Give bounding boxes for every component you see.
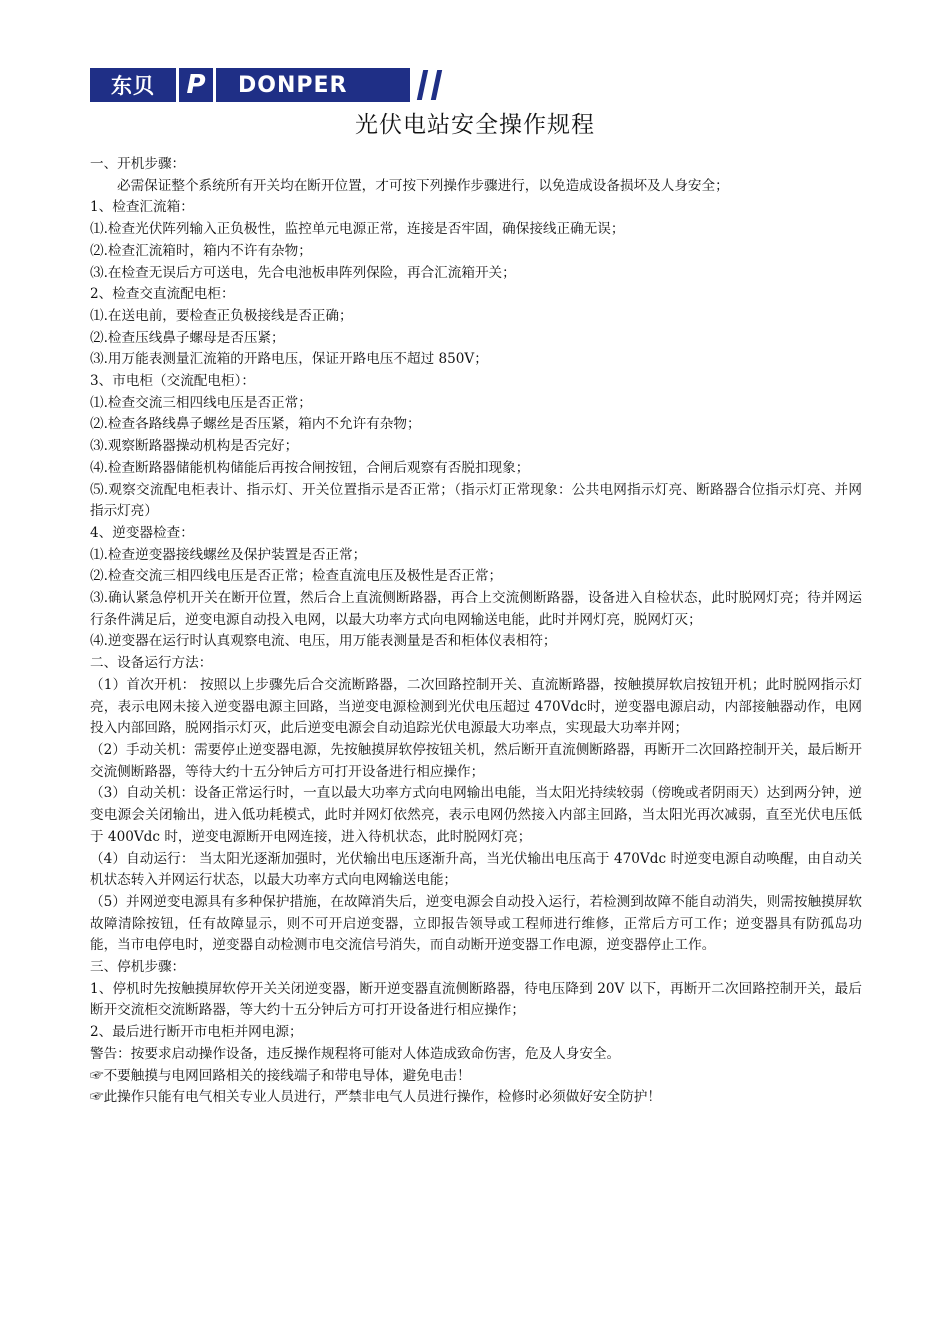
list-item: ⑴.检查光伏阵列输入正负极性，监控单元电源正常，连接是否牢固，确保接线正确无误； <box>90 221 625 238</box>
document-body <box>90 154 862 1109</box>
list-item: ⑶.观察断路器操动机构是否完好； <box>90 438 299 455</box>
list-item: ⑵.检查各路线鼻子螺丝是否压紧，箱内不允许有杂物； <box>90 416 421 433</box>
logo-chinese-name: 东贝 <box>90 68 176 102</box>
section-heading-startup: 一、开机步骤： <box>90 156 186 172</box>
list-item: ⑶.用万能表测量汇流箱的开路电压，保证开路电压不超过 850V； <box>90 351 488 368</box>
list-item: ⑴.在送电前，要检查正负极接线是否正确； <box>90 307 353 324</box>
list-item: ⑷.检查断路器储能机构储能后再按合闸按钮，合闸后观察有否脱扣现象； <box>90 459 530 476</box>
warning-item: ☞不要触摸与电网回路相关的接线端子和带电导体，避免电击！ <box>90 1067 471 1084</box>
list-item: ⑶.在检查无误后方可送电，先合电池板串阵列保险，再合汇流箱开关； <box>90 264 516 281</box>
warning-text: 警告：按要求启动操作设备，违反操作规程将可能对人体造成致命伤害，危及人身安全。 <box>90 1045 621 1062</box>
paragraph-precaution: 必需保证整个系统所有开关均在断开位置，才可按下列操作步骤进行，以免造成设备损坏及人身安全； <box>117 177 729 194</box>
logo-english-name: DONPER <box>213 68 410 102</box>
list-item: ⑴.检查交流三相四线电压是否正常； <box>90 394 312 411</box>
subheading-mains-cabinet: 3、市电柜（交流配电柜）： <box>90 373 255 390</box>
list-item: ⑴.检查逆变器接线螺丝及保护装置是否正常； <box>90 546 367 563</box>
list-item: ⑶.确认紧急停机开关在断开位置，然后合上直流侧断路器，再合上交流侧断路器，设备进入自检状态，此时脱网灯亮；待并网运行条件满足后，逆变电源自动投入电网，以最大功率方式向电网输送电能，此时并网灯亮，脱网灯灭； <box>90 590 862 628</box>
list-item: 2、最后进行断开市电柜并网电源； <box>90 1024 303 1041</box>
subheading-combiner-box: 1、检查汇流箱： <box>90 199 194 216</box>
section-heading-shutdown: 三、停机步骤： <box>90 959 186 976</box>
subheading-distribution-cabinet: 2、检查交直流配电柜： <box>90 286 235 303</box>
document-title: 光伏电站安全操作规程 <box>355 112 595 138</box>
warning-item: ☞此操作只能有电气相关专业人员进行，严禁非电气人员进行操作，检修时必须做好安全防护！ <box>90 1089 661 1106</box>
logo-slash-mark-icon <box>410 68 450 102</box>
subheading-inverter-check: 4、逆变器检查： <box>90 524 194 541</box>
list-item: ⑷.逆变器在运行时认真观察电流、电压，用万能表测量是否和柜体仪表相符； <box>90 633 557 650</box>
section-heading-operation: 二、设备运行方法： <box>90 655 213 672</box>
logo-p-mark-icon: P <box>176 68 213 102</box>
list-item: ⑵.检查交流三相四线电压是否正常；检查直流电压及极性是否正常； <box>90 568 503 585</box>
list-item: （4）自动运行： 当太阳光逐渐加强时，光伏输出电压逐渐升高，当光伏输出电压高于 470Vdc 时逆变电源自动唤醒，由自动关机状态转入并网运行状态，以最大功率方式向电网输送电能； <box>90 850 862 889</box>
list-item: ⑸.观察交流配电柜表计、指示灯、开关位置指示是否正常；（指示灯正常现象：公共电网指示灯亮、断路器合位指示灯亮、并网指示灯亮） <box>90 481 862 520</box>
list-item: （3）自动关机：设备正常运行时，一直以最大功率方式向电网输出电能，当太阳光持续较弱（傍晚或者阴雨天）达到两分钟，逆变电源会关闭输出，进入低功耗模式，此时并网灯依然亮，表示电网仍然接入内部主回路，当太阳光再次减弱，直至光伏电压低于 400Vdc 时，逆变电源断开电网连接，进入待机状态，此时脱网灯亮； <box>90 785 862 845</box>
list-item: （1）首次开机： 按照以上步骤先后合交流断路器，二次回路控制开关、直流断路器，按触摸屏软启按钮开机；此时脱网指示灯亮，表示电网未接入逆变器电源主回路，当逆变电源检测到光伏电压超过 470Vdc时，逆变器电源启动，内部接触器动作，电网投入内部回路，脱网指示灯灭，此后逆变电源会自动追踪光伏电源最大功率点，实现最大功率并网； <box>90 676 862 737</box>
donper-logo <box>90 68 450 102</box>
list-item: 1、停机时先按触摸屏软停开关关闭逆变器，断开逆变器直流侧断路器，待电压降到 20V 以下，再断开二次回路控制开关，最后断开交流柜交流断路器，等大约十五分钟后方可打开设备进行相应操作； <box>90 980 862 1019</box>
list-item: ⑵.检查压线鼻子螺母是否压紧； <box>90 329 285 346</box>
list-item: （2）手动关机：需要停止逆变器电源，先按触摸屏软停按钮关机，然后断开直流侧断路器，再断开二次回路控制开关，最后断开交流侧断路器，等待大约十五分钟后方可打开设备进行相应操作； <box>90 741 862 780</box>
list-item: （5）并网逆变电源具有多种保护措施，在故障消失后，逆变电源会自动投入运行，若检测到故障不能自动消失，则需按触摸屏软故障清除按钮，任有故障显示，则不可开启逆变器，立即报告领导或工程师进行维修，正常后方可工作；逆变器具有防孤岛功能，当市电停电时，逆变器自动检测市电交流信号消失，而自动断开逆变器工作电源，逆变器停止工作。 <box>90 893 862 954</box>
list-item: ⑵.检查汇流箱时，箱内不许有杂物； <box>90 242 312 259</box>
